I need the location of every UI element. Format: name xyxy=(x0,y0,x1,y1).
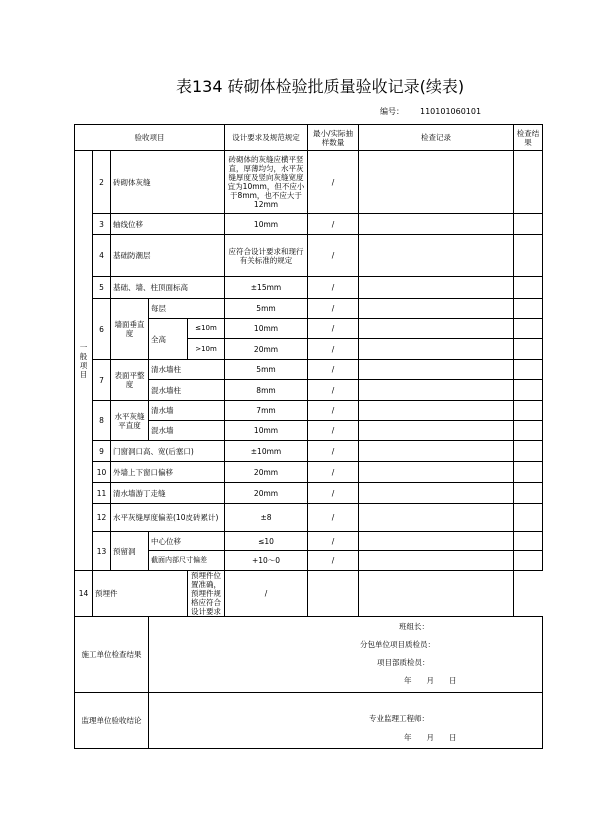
record-cell[interactable] xyxy=(359,319,514,339)
table-row xyxy=(75,401,543,421)
result-cell[interactable] xyxy=(514,532,543,551)
category-label: 一般项目 xyxy=(75,151,93,571)
sub-item-name: 混水墙柱 xyxy=(149,380,225,401)
item-requirement: ≤10 xyxy=(225,532,308,551)
table-row xyxy=(75,462,543,483)
item-sample: / xyxy=(308,214,359,235)
header-record: 检查记录 xyxy=(359,125,514,151)
item-requirement: 10mm xyxy=(225,214,308,235)
item-sample: / xyxy=(308,380,359,401)
construction-date: 年 月 日 xyxy=(404,676,457,685)
row-number: 12 xyxy=(93,504,111,532)
row-number: 7 xyxy=(93,360,111,401)
record-cell[interactable] xyxy=(359,532,514,551)
sub-item-range: ≤10m xyxy=(188,319,225,339)
header-row xyxy=(75,125,543,151)
table-row xyxy=(75,504,543,532)
row-number: 13 xyxy=(93,532,111,571)
result-cell[interactable] xyxy=(514,299,543,319)
sub-item-range: >10m xyxy=(188,339,225,360)
item-sample: / xyxy=(308,483,359,504)
item-requirement: 预埋件位置准确，预埋件规格应符合设计要求 xyxy=(188,571,225,617)
construction-row xyxy=(75,617,543,693)
item-name: 门窗洞口高、宽(后塞口) xyxy=(111,441,225,462)
item-sample: / xyxy=(308,277,359,299)
table-row xyxy=(75,277,543,299)
result-cell[interactable] xyxy=(514,380,543,401)
record-cell[interactable] xyxy=(359,504,514,532)
sub-item-name: 中心位移 xyxy=(149,532,225,551)
table-row xyxy=(75,483,543,504)
record-cell[interactable] xyxy=(359,441,514,462)
record-cell[interactable] xyxy=(359,360,514,380)
result-cell[interactable] xyxy=(514,339,543,360)
record-cell[interactable] xyxy=(359,401,514,421)
item-sample: / xyxy=(308,235,359,277)
sub-item-name: 清水墙 xyxy=(149,401,225,421)
table-row xyxy=(75,441,543,462)
record-cell[interactable] xyxy=(359,299,514,319)
row-number: 6 xyxy=(93,299,111,360)
table-row xyxy=(75,151,543,214)
row-number: 10 xyxy=(93,462,111,483)
item-sample: / xyxy=(308,319,359,339)
item-name: 基础防潮层 xyxy=(111,235,225,277)
table-row xyxy=(75,360,543,380)
sub-item-name: 截面内部尺寸偏差 xyxy=(149,551,225,571)
construction-sign-area[interactable] xyxy=(149,617,543,693)
result-cell[interactable] xyxy=(514,401,543,421)
item-requirement: 7mm xyxy=(225,401,308,421)
item-requirement: 应符合设计要求和现行有关标准的规定 xyxy=(225,235,308,277)
item-sample: / xyxy=(308,339,359,360)
table-row xyxy=(75,299,543,319)
header-sample: 最小/实际抽样数量 xyxy=(308,125,359,151)
form-code xyxy=(380,106,481,118)
record-cell[interactable] xyxy=(359,421,514,441)
result-cell[interactable] xyxy=(514,551,543,571)
record-cell[interactable] xyxy=(359,380,514,401)
leader-label: 班组长： xyxy=(399,622,429,631)
item-requirement: ±8 xyxy=(225,504,308,532)
row-number: 11 xyxy=(93,483,111,504)
header-result: 检查结果 xyxy=(514,125,543,151)
item-name: 基础、墙、柱顶面标高 xyxy=(111,277,225,299)
item-requirement: +10～0 xyxy=(225,551,308,571)
result-cell[interactable] xyxy=(514,235,543,277)
inspector-label: 项目部质检员： xyxy=(377,658,430,667)
item-requirement: 砖砌体的灰缝应横平竖直，厚薄均匀，水平灰缝厚度及竖向灰缝宽度宜为10mm，但不应小于8mm，也不应大于12mm xyxy=(225,151,308,214)
record-cell[interactable] xyxy=(308,571,359,617)
record-cell[interactable] xyxy=(359,483,514,504)
record-cell[interactable] xyxy=(359,235,514,277)
record-cell[interactable] xyxy=(359,551,514,571)
result-cell[interactable] xyxy=(359,571,514,617)
item-requirement: 10mm xyxy=(225,319,308,339)
header-design: 设计要求及规范规定 xyxy=(225,125,308,151)
item-name: 表面平整度 xyxy=(111,360,149,401)
item-name: 外墙上下窗口偏移 xyxy=(111,462,225,483)
item-name: 清水墙游丁走缝 xyxy=(111,483,225,504)
item-sample: / xyxy=(308,151,359,214)
sub-item-name: 每层 xyxy=(149,299,225,319)
record-cell[interactable] xyxy=(359,462,514,483)
item-sample: / xyxy=(225,571,308,617)
table-row xyxy=(75,571,543,617)
engineer-label: 专业监理工程师： xyxy=(369,714,429,723)
sub-item-name: 清水墙柱 xyxy=(149,360,225,380)
record-cell[interactable] xyxy=(359,151,514,214)
row-number: 3 xyxy=(93,214,111,235)
item-sample: / xyxy=(308,504,359,532)
result-cell[interactable] xyxy=(514,277,543,299)
item-requirement: 20mm xyxy=(225,483,308,504)
record-cell[interactable] xyxy=(359,339,514,360)
result-cell[interactable] xyxy=(514,483,543,504)
table-row xyxy=(75,214,543,235)
code-label: 编号： xyxy=(380,107,404,116)
result-cell[interactable] xyxy=(514,214,543,235)
item-sample: / xyxy=(308,299,359,319)
item-requirement: 5mm xyxy=(225,299,308,319)
result-cell[interactable] xyxy=(514,504,543,532)
item-requirement: ±15mm xyxy=(225,277,308,299)
item-sample: / xyxy=(308,551,359,571)
item-name: 轴线位移 xyxy=(111,214,225,235)
item-requirement: 20mm xyxy=(225,462,308,483)
item-name: 水平灰缝平直度 xyxy=(111,401,149,441)
item-sample: / xyxy=(308,462,359,483)
record-cell[interactable] xyxy=(359,214,514,235)
record-cell[interactable] xyxy=(359,277,514,299)
row-number: 8 xyxy=(93,401,111,441)
result-cell[interactable] xyxy=(514,151,543,214)
item-sample: / xyxy=(308,441,359,462)
result-cell[interactable] xyxy=(514,360,543,380)
construction-label: 施工单位检查结果 xyxy=(75,617,149,693)
item-sample: / xyxy=(308,401,359,421)
sub-inspector-label: 分包单位项目质检员： xyxy=(360,640,435,649)
row-number: 4 xyxy=(93,235,111,277)
code-value: 110101060101 xyxy=(420,107,482,116)
result-cell[interactable] xyxy=(514,319,543,339)
row-number: 2 xyxy=(93,151,111,214)
item-requirement: 5mm xyxy=(225,360,308,380)
result-cell[interactable] xyxy=(514,421,543,441)
item-name: 砖砌体灰缝 xyxy=(111,151,225,214)
page-title: 表134 砖砌体检验批质量验收记录(续表) xyxy=(176,77,465,96)
sub-item-name: 混水墙 xyxy=(149,421,225,441)
item-sample: / xyxy=(308,532,359,551)
item-name: 预留洞 xyxy=(111,532,149,571)
item-name: 水平灰缝厚度偏差(10皮砖累计) xyxy=(111,504,225,532)
result-cell[interactable] xyxy=(514,441,543,462)
table-row xyxy=(75,532,543,551)
row-number: 14 xyxy=(75,571,93,617)
header-items: 验收项目 xyxy=(75,125,225,151)
item-name: 墙面垂直度 xyxy=(111,299,149,360)
item-requirement: 10mm xyxy=(225,421,308,441)
result-cell[interactable] xyxy=(514,462,543,483)
supervision-date: 年 月 日 xyxy=(404,733,457,742)
table-row xyxy=(75,235,543,277)
supervision-sign-area[interactable] xyxy=(149,693,543,749)
item-sample: / xyxy=(308,421,359,441)
row-number: 5 xyxy=(93,277,111,299)
sub-item-name: 全高 xyxy=(149,319,188,360)
item-requirement: 8mm xyxy=(225,380,308,401)
supervision-label: 监理单位验收结论 xyxy=(75,693,149,749)
inspection-table xyxy=(74,124,543,749)
row-number: 9 xyxy=(93,441,111,462)
item-requirement: ±10mm xyxy=(225,441,308,462)
item-requirement: 20mm xyxy=(225,339,308,360)
item-sample: / xyxy=(308,360,359,380)
item-name: 预埋件 xyxy=(93,571,188,617)
supervision-row xyxy=(75,693,543,749)
